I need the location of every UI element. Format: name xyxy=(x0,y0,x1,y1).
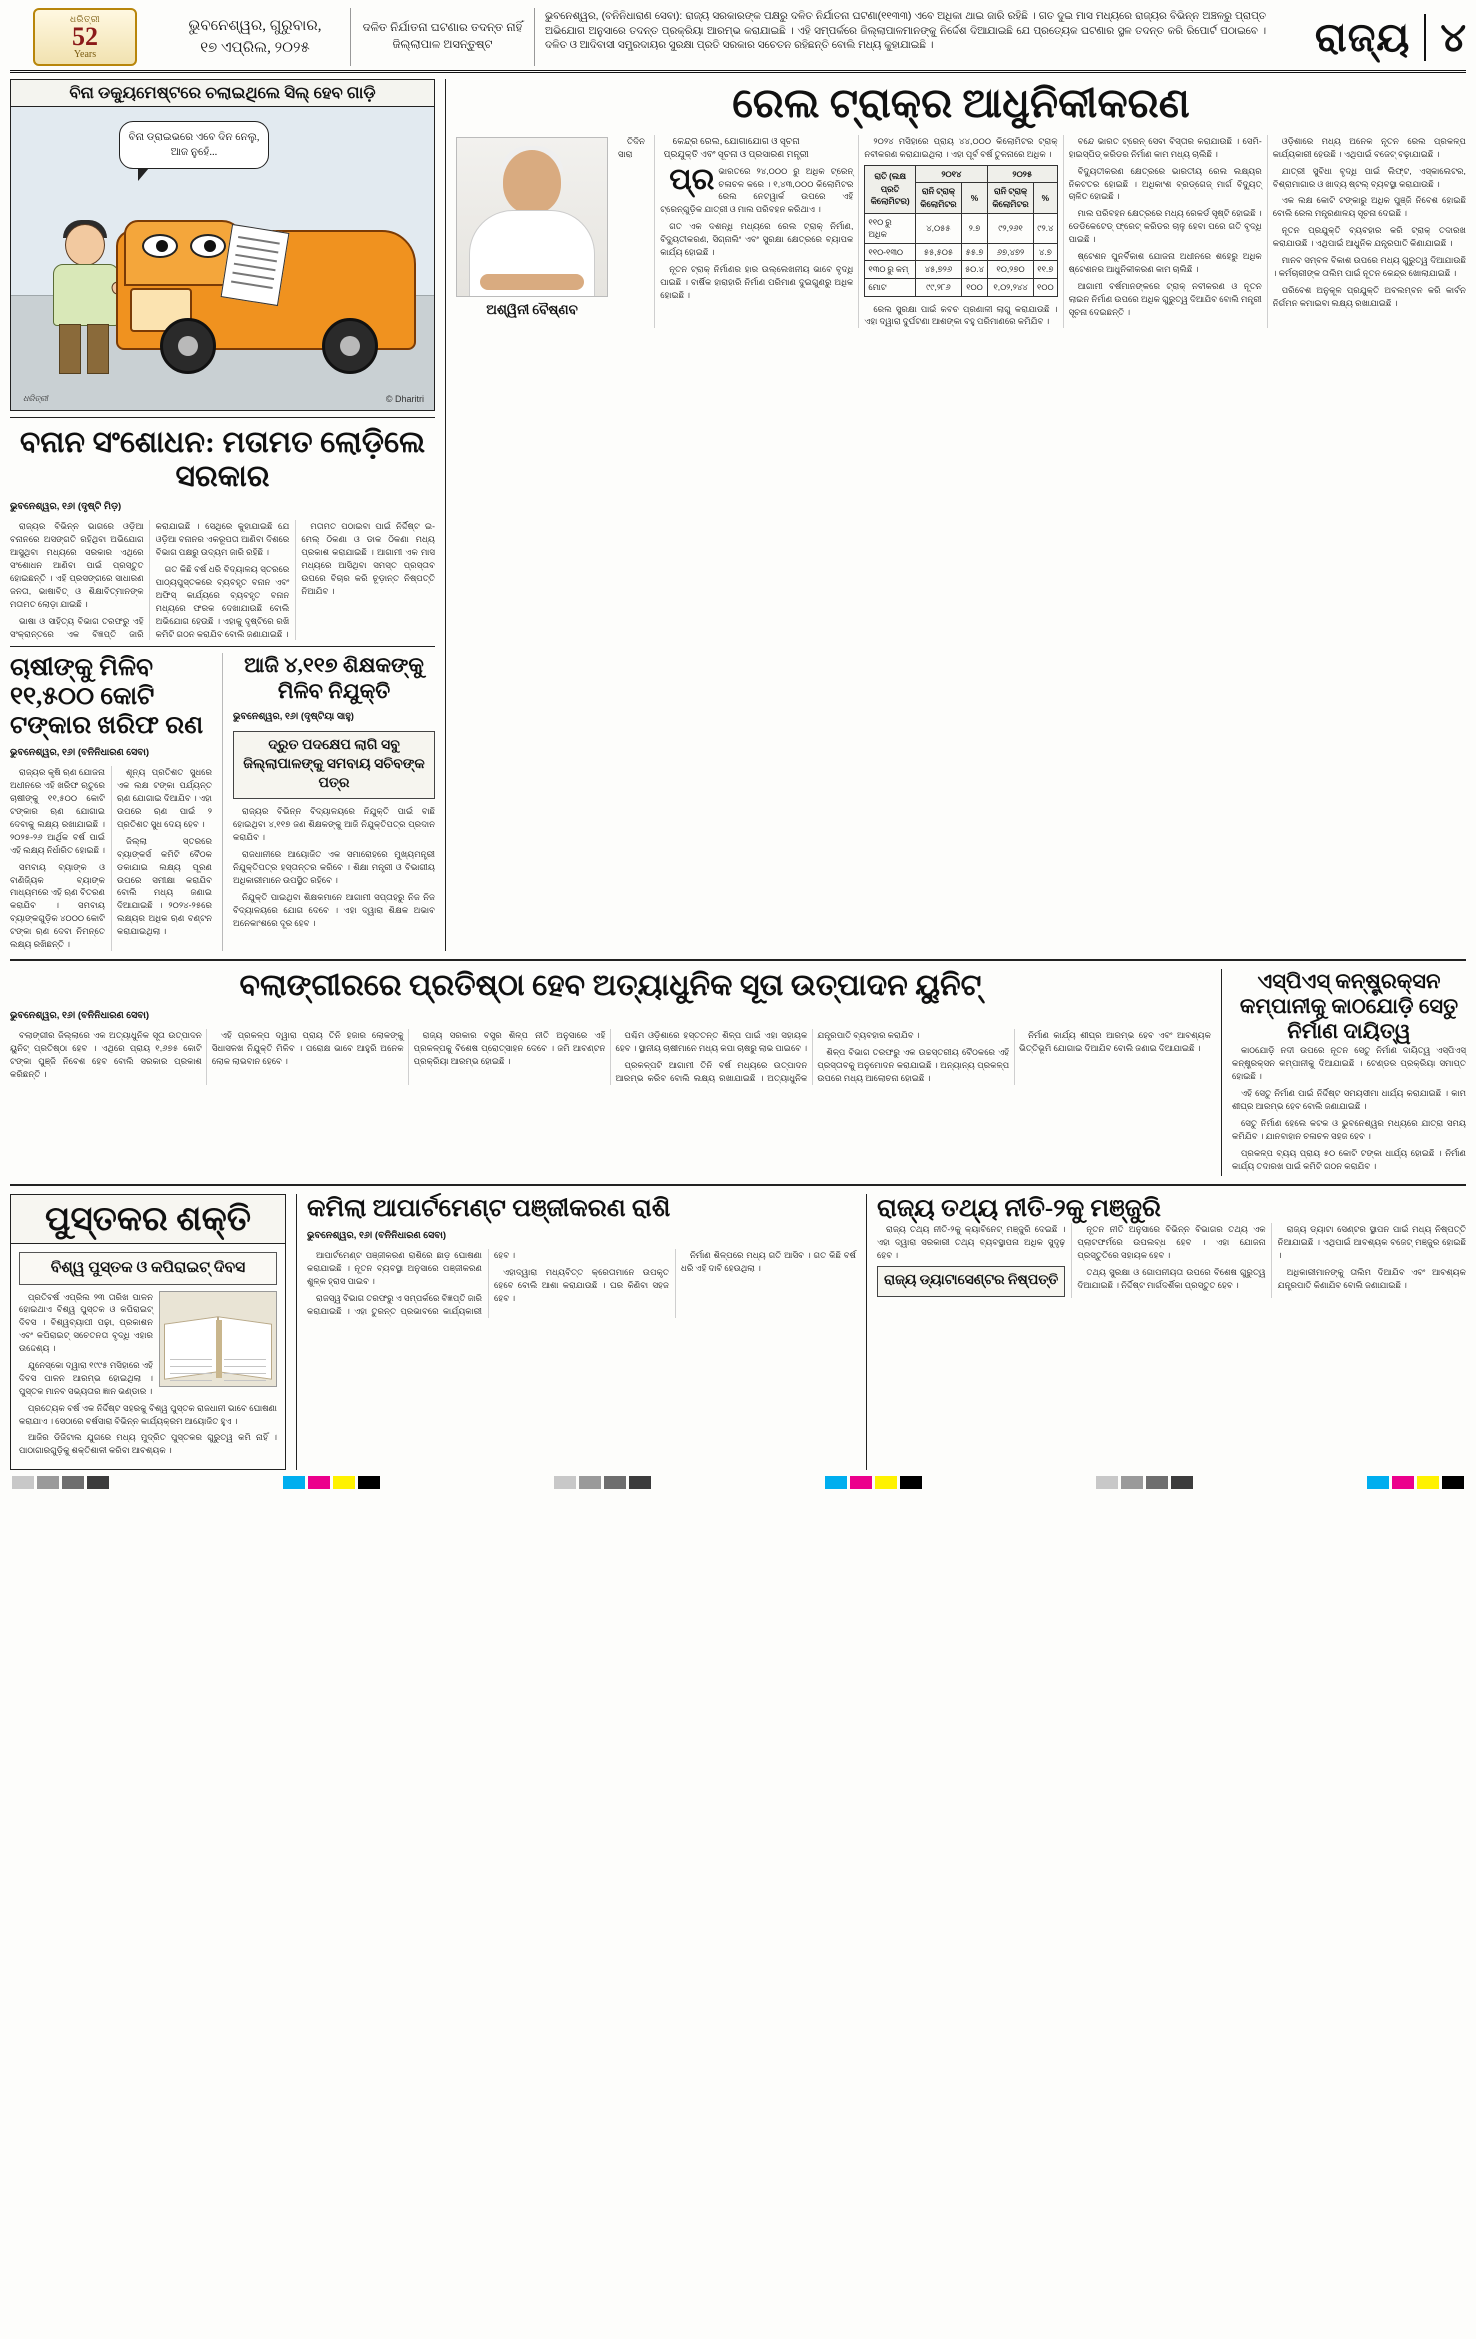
paragraph: ବନ୍ଦେ ଭାରତ ଟ୍ରେନ୍ ସେବା ବିସ୍ତାର କରାଯାଉଛି । ସେମି-ହାଇସ୍ପିଡ୍ କରିଡର ନିର୍ମାଣ କାମ ମଧ୍ୟ ଚାଲିଛି । xyxy=(1068,135,1262,159)
document-paper xyxy=(221,224,290,306)
book-page-right xyxy=(218,1316,272,1380)
table-cell-label: ୧୧୦-୧୩୦ xyxy=(865,243,915,261)
article-teacher-body xyxy=(233,805,435,929)
paragraph: ଭାଷା ଓ ସାହିତ୍ୟ ବିଭାଗ ତରଫରୁ ଏହି ସଂକ୍ରାନ୍ତରେ ଏକ ବିଜ୍ଞପ୍ତି ଜାରି କରାଯାଇଛି । ସେଥିରେ କୁହାଯାଇଛି ଯେ ଓଡ଼ିଆ ବନାନର ଏକରୂପତା ଆଣିବା ଦିଶରେ ବିଭାଗ ପକ୍ଷରୁ ଉଦ୍ୟମ ଜାରି ରହିଛି । xyxy=(10,521,290,639)
byline-banana: ଭୁବନେଶ୍ୱର, ୧୬୤ (ଦୃଷ୍ଟି ମିଡ଼) xyxy=(10,501,122,513)
byline-kharif: ଭୁବନେଶ୍ୱର, ୧୬୤ (ବନିନିଧାରଣ ସେବା) xyxy=(10,747,150,759)
table-cell: ୫୦.୪ xyxy=(961,261,987,279)
page-number: ୪ xyxy=(1424,14,1466,61)
middle-band xyxy=(10,959,1466,1177)
divider xyxy=(10,417,435,418)
section-name: ରାଜ୍ୟ xyxy=(1314,14,1411,60)
book-text-lines-right xyxy=(224,1359,266,1360)
gray-swatch xyxy=(12,1476,34,1489)
copyright-notice: © Dharitri xyxy=(385,394,424,404)
paragraph: ପ୍ରତିବର୍ଷ ଏପ୍ରିଲ ୨୩ ତାରିଖ ପାଳନ ହୋଇଥାଏ ବିଶ୍ୱ ପୁସ୍ତକ ଓ କପିରାଇଟ୍ ଦିବସ । ବିଶ୍ୱବ୍ୟାପୀ ପଢ଼ା, ପ୍ରକାଶନ ଏବଂ କପିରାଇଟ୍ ସଚେତନତା ବୃଦ୍ଧି ଏହାର ଉଦ୍ଦେଶ୍ୟ । xyxy=(19,1291,153,1354)
book-page-left xyxy=(164,1316,218,1380)
paragraph: ଗତ ଏକ ଦଶନ୍ଧି ମଧ୍ୟରେ ରେଲ ଟ୍ରାକ୍ ନିର୍ମାଣ, ବିଦ୍ୟୁତୀକରଣ, ସିଗ୍‌ନାଲିଂ ଏବଂ ସୁରକ୍ଷା କ୍ଷେତ୍ରରେ ବ୍ୟାପକ କାର୍ଯ୍ୟ ହୋଇଛି । xyxy=(660,221,854,257)
paragraph: ପଶ୍ଚିମ ଓଡ଼ିଶାରେ ହସ୍ତତନ୍ତ ଶିଳ୍ପ ପାଇଁ ଏହା ସହାୟକ ହେବ । ସ୍ଥାନୀୟ ଚାଷୀମାନେ ମଧ୍ୟ କପା ଚାଷରୁ ଲାଭ ପାଇବେ । xyxy=(615,1030,808,1053)
paragraph: ବଲାଙ୍ଗୀର ଜିଲ୍ଲାରେ ଏକ ଅତ୍ୟାଧୁନିକ ସୂତା ଉତ୍ପାଦନ ୟୁନିଟ୍ ପ୍ରତିଷ୍ଠା ହେବ । ଏଥିରେ ପ୍ରାୟ ୧,୬୭୫ କୋଟି ଟଙ୍କା ପୁଞ୍ଜି ନିବେଶ ହେବ ବୋଲି ସରକାର ପ୍ରକାଶ କରିଛନ୍ତି । xyxy=(10,1030,202,1079)
date-text: ୧୭ ଏପ୍ରିଲ, ୨୦୨୫ xyxy=(200,40,310,56)
cyan-swatch xyxy=(825,1476,847,1489)
table-year1-header: ୨୦୧୪ xyxy=(915,165,987,183)
paragraph: ଯୁନେସ୍କୋ ଦ୍ୱାରା ୧୯୯୫ ମସିହାରେ ଏହି ଦିବସ ପାଳନ ଆରମ୍ଭ ହୋଇଥିଲା । ପୁସ୍ତକ ମାନବ ସଭ୍ୟତାର ଜ୍ଞାନ ଭଣ୍ଡାର । xyxy=(19,1360,153,1396)
headline-teacher-appointment: ଆଜି ୪,୧୧୭ ଶିକ୍ଷକଙ୍କୁ ମିଳିବ ନିଯୁକ୍ତି xyxy=(244,653,424,703)
man-leg-left xyxy=(59,324,81,374)
anniversary-seal xyxy=(33,8,137,66)
gray-swatch xyxy=(1146,1476,1168,1489)
left-two-story-row xyxy=(10,653,435,950)
paragraph: ଗତ କିଛି ବର୍ଷ ଧରି ବିଦ୍ୟାଳୟ ସ୍ତରରେ ପାଠ୍ୟପୁସ୍ତକରେ ବ୍ୟବହୃତ ବନାନ ଏବଂ ଅଫିସ୍ କାର୍ଯ୍ୟରେ ବ୍ୟବହୃତ ବନାନ ମଧ୍ୟରେ ଫରକ ଦେଖାଯାଉଛି ବୋଲି ଅଭିଯୋଗ ହେଉଛି । ଏହାକୁ ଦୃଷ୍ଟିରେ ରଖି କମିଟି ଗଠନ କରାଯିବ ବୋଲି ଜଣାଯାଇଛି । xyxy=(155,564,290,639)
magenta-swatch xyxy=(308,1476,330,1489)
paragraph: ମତାମତ ପଠାଇବା ପାଇଁ ନିର୍ଦ୍ଦିଷ୍ଟ ଇ-ମେଲ୍ ଠିକଣା ଓ ଡାକ ଠିକଣା ମଧ୍ୟ ପ୍ରକାଶ କରାଯାଇଛି । ଆଗାମୀ ଏକ ମାସ ମଧ୍ୟରେ ଆସିଥିବା ସମସ୍ତ ପ୍ରସ୍ତାବ ଉପରେ ବିଚାର କରି ଚୂଡ଼ାନ୍ତ ନିଷ୍ପତ୍ତି ନିଆଯିବ । xyxy=(301,521,435,596)
paragraph: ପ୍ରତ୍ୟେକ ବର୍ଷ ଏକ ନିର୍ଦ୍ଦିଷ୍ଟ ସହରକୁ ବିଶ୍ୱ ପୁସ୍ତକ ରାଜଧାନୀ ଭାବେ ଘୋଷଣା କରାଯାଏ । ସେଠାରେ ବର୍ଷସାରା ବିଭିନ୍ନ କାର୍ଯ୍ୟକ୍ରମ ଆୟୋଜିତ ହୁଏ । xyxy=(19,1402,277,1426)
man-head xyxy=(65,224,105,266)
flash-news: ଭୁବନେଶ୍ୱର, (ବନିନିଧାରାଣ ସେବା): ରାଜ୍ୟ ସରକାରଙ୍କ ପକ୍ଷରୁ ଦଳିତ ନିର୍ଯାତନା ଘଟଣା(୧୧୩୩) ଏବେ ଅଧିକା ଥାଇ ଜାରି ରହିଛି । ଗତ ଦୁଇ ମାସ ମଧ୍ୟରେ ରାଜ୍ୟର ବିଭିନ୍ନ ଅଞ୍ଚଳରୁ ପ୍ରାପ୍ତ ଅଭିଯୋଗ ଅନୁସାରେ ତଦନ୍ତ ପ୍ରକ୍ରିୟା ଆରମ୍ଭ କରାଯାଇଛି । ଏହି ସମ୍ପର୍କରେ ଜିଲ୍ଲାପାଳମାନଙ୍କୁ ନିର୍ଦ୍ଦେଶ ଦିଆଯାଇଛି ଯେ ପ୍ରତ୍ୟେକ ଘଟଣାର ସ୍ଥଳ ତଦନ୍ତ କରି ରିପୋର୍ଟ ପଠାଇବେ । ଦଳିତ ଓ ଆଦିବାସୀ ସମ୍ପ୍ରଦାୟର ସୁରକ୍ଷା ପ୍ରତି ସରକାର ସଚେତନ ରହିଛନ୍ତି ବୋଲି ମଧ୍ୟ କୁହାଯାଇଛି । xyxy=(545,11,1266,52)
cyan-swatch xyxy=(283,1476,305,1489)
table-cell: ୪.୭ xyxy=(1034,243,1058,261)
story-teacher-appointment xyxy=(222,653,435,950)
paragraph: ରାଜ୍ୟର ବିଭିନ୍ନ ବିଦ୍ୟାଳୟରେ ନିଯୁକ୍ତି ପାଇଁ ବାଛି ହୋଇଥିବା ୪,୧୧୭ ଜଣ ଶିକ୍ଷକଙ୍କୁ ଆଜି ନିଯୁକ୍ତିପତ୍ର ପ୍ରଦାନ କରାଯିବ । xyxy=(233,806,435,843)
place-date xyxy=(160,8,350,66)
paragraph: ଆଗାମୀ ବର୍ଷମାନଙ୍କରେ ଟ୍ରାକ୍ ନବୀକରଣ ଓ ନୂତନ ଲାଇନ ନିର୍ମାଣ ଉପରେ ଅଧିକ ଗୁରୁତ୍ୱ ଦିଆଯିବ ବୋଲି ମନ୍ତ୍ରୀ ସୂଚନା ଦେଇଛନ୍ତି । xyxy=(1068,280,1262,317)
cmyk-swatches-mid xyxy=(825,1476,922,1489)
table-row-label-header: ରାତି (ଲକ୍ଷ ପ୍ରତି କିଲୋମିଟର) xyxy=(865,165,915,213)
gray-swatch xyxy=(62,1476,84,1489)
black-swatch xyxy=(900,1476,922,1489)
masthead xyxy=(10,8,1466,73)
paragraph: ଶିଳ୍ପ ବିଭାଗ ତରଫରୁ ଏକ ଉଚ୍ଚସ୍ତରୀୟ ବୈଠକରେ ଏହି ପ୍ରସ୍ତାବକୁ ଅନୁମୋଦନ କରାଯାଇଛି । ଅନ୍ୟାନ୍ୟ ପ୍ରକଳ୍ପ ଉପରେ ମଧ୍ୟ ଆଲୋଚନା ହୋଇଛି । xyxy=(817,1046,1010,1083)
table-cell: ୧୧.୭ xyxy=(1034,261,1058,279)
seal-years-label: Years xyxy=(73,48,97,60)
place-text: ଭୁବନେଶ୍ୱର, ଗୁରୁବାର, xyxy=(188,17,322,34)
yellow-swatch xyxy=(1417,1476,1439,1489)
book-spine xyxy=(216,1320,222,1378)
headline-apartment-registration: କମିଲା ଆପାର୍ଟମେଣ୍ଟ ପଞ୍ଜୀକରଣ ରାଶି xyxy=(307,1195,671,1223)
paragraph: ରାଜ୍ୟ ଡ୍ୟାଟା ସେଣ୍ଟର ସ୍ଥାପନ ପାଇଁ ମଧ୍ୟ ନିଷ୍ପତ୍ତି ନିଆଯାଇଛି । ଏଥିପାଇଁ ଆବଶ୍ୟକ ବଜେଟ୍ ମଞ୍ଜୁର ହୋଇଛି । xyxy=(1277,1224,1466,1261)
rail-story xyxy=(445,79,1466,951)
truck-pupil-right xyxy=(204,240,216,252)
table-row xyxy=(865,213,1057,243)
paragraph: ଜିଲ୍ଲା ସ୍ତରରେ ବ୍ୟାଙ୍କର୍ସ କମିଟି ବୈଠକ ଡକାଯାଇ ଲକ୍ଷ୍ୟ ପୂରଣ ଉପରେ ସମୀକ୍ଷା କରାଯିବ ବୋଲି ମଧ୍ୟ ଜଣାଇ ଦିଆଯାଇଛି । ୨୦୨୪-୨୫ରେ ଲକ୍ଷ୍ୟର ଅଧିକ ଋଣ ବଣ୍ଟନ କରାଯାଇଥିଲା । xyxy=(117,835,212,937)
table-cell: ୯୨,୨୬୧ xyxy=(987,213,1033,243)
feature-book-power xyxy=(10,1194,286,1470)
editorial-cartoon xyxy=(10,106,435,411)
table-row xyxy=(865,243,1057,261)
headline-data-policy: ରାଜ୍ୟ ତଥ୍ୟ ନୀତି-୨କୁ ମଞ୍ଜୁରି xyxy=(877,1195,1161,1223)
story-data-policy xyxy=(866,1194,1466,1470)
magenta-swatch xyxy=(850,1476,872,1489)
paragraph: ପ୍ରକଳ୍ପଟି ଆଗାମୀ ତିନି ବର୍ଷ ମଧ୍ୟରେ ଉତ୍ପାଦନ ଆରମ୍ଭ କରିବ ବୋଲି ଲକ୍ଷ୍ୟ ରଖାଯାଇଛି । ଅତ୍ୟାଧୁନିକ ଯନ୍ତ୍ରପାତି ବ୍ୟବହାର କରାଯିବ । xyxy=(615,1030,920,1083)
masthead-logo xyxy=(10,8,160,66)
byline-apartment: ଭୁବନେଶ୍ୱର, ୧୬୤ (ବନିନିଧାରଣ ସେବା) xyxy=(307,1230,447,1242)
gray-swatch xyxy=(554,1476,576,1489)
cmyk-swatches-left xyxy=(283,1476,380,1489)
cartoon-caption: ବିନା ଡକ୍ୟୁମେଷ୍ଟରେ ଚଲାଇଥିଲେ ସିଲ୍ ହେବ ଗାଡ଼ି xyxy=(10,79,435,106)
headline-yarn-unit: ବଲାଙ୍ଗୀରରେ ପ୍ରତିଷ୍ଠା ହେବ ଅତ୍ୟାଧୁନିକ ସୂତା ଉତ୍ପାଦନ ୟୁନିଟ୍ xyxy=(239,968,982,1002)
paragraph: ତଥ୍ୟ ସୁରକ୍ଷା ଓ ଗୋପନୀୟତା ଉପରେ ବିଶେଷ ଗୁରୁତ୍ୱ ଦିଆଯାଇଛି । ନିର୍ଦ୍ଦିଷ୍ଟ ମାର୍ଗଦର୍ଶିକା ପ୍ରସ୍ତୁତ ହେବ । xyxy=(1077,1267,1266,1290)
section-marker xyxy=(1276,8,1466,66)
table-cell: ୨.୭ xyxy=(961,213,987,243)
gray-swatch xyxy=(629,1476,651,1489)
minister-designation: କେନ୍ଦ୍ର ରେଲ, ଯୋଗାଯୋଗ ଓ ସୂଚନା ପ୍ରଯୁକ୍ତି ଏବଂ ସୂଚନା ଓ ପ୍ରସାରଣ ମନ୍ତ୍ରୀ xyxy=(663,135,809,159)
seal-top-text: ଧରିତ୍ରୀ xyxy=(69,13,101,24)
article-data-policy-body xyxy=(877,1223,1466,1298)
table-cell: ୪,୦୫୫ xyxy=(915,213,961,243)
table-row xyxy=(865,278,1057,296)
table-cell-label: ୧୩୦ ରୁ କମ୍ xyxy=(865,261,915,279)
article-yarn-body xyxy=(10,1029,1211,1085)
table-cell: ୯୨.୪ xyxy=(1034,213,1058,243)
photo-face xyxy=(503,150,561,214)
black-swatch xyxy=(358,1476,380,1489)
headline-kharif-loan: ଚାଷୀଙ୍କୁ ମିଳିବ ୧୧,୫୦୦ କୋଟି ଟଙ୍କାର ଖରିଫ ରଣ xyxy=(10,654,204,740)
man-shirt xyxy=(53,264,119,326)
truck-hub-front xyxy=(178,336,198,356)
man-leg-right xyxy=(87,324,109,374)
paragraph: ଏହି ସେତୁ ନିର୍ମାଣ ପାଇଁ ନିର୍ଦ୍ଦିଷ୍ଟ ସମୟସୀମା ଧାର୍ଯ୍ୟ କରାଯାଇଛି । କାମ ଶୀଘ୍ର ଆରମ୍ଭ ହେବ ବୋଲି ଜଣାଯାଇଛି । xyxy=(1232,1088,1466,1111)
table-subheader: ରାନି ଟ୍ରାକ୍ କିଲୋମିଟର xyxy=(915,183,961,213)
gray-swatch xyxy=(1096,1476,1118,1489)
divider xyxy=(10,646,435,647)
table-subheader: % xyxy=(961,183,987,213)
paragraph: ଶୂନ୍ୟ ପ୍ରତିଶତ ସୁଧରେ ଏକ ଲକ୍ଷ ଟଙ୍କା ପର୍ଯ୍ୟନ୍ତ ଋଣ ଯୋଗାଇ ଦିଆଯିବ । ଏହା ଉପରେ ଋଣ ପାଇଁ ୨ ପ୍ରତିଶତ ସୁଧ ଦେୟ ହେବ । xyxy=(117,767,212,829)
paragraph: ମାଲ ପରିବହନ କ୍ଷେତ୍ରରେ ମଧ୍ୟ ରେକର୍ଡ ସୃଷ୍ଟି ହୋଇଛି । ଡେଡିକେଟେଡ୍ ଫ୍ରେଟ୍ କରିଡର ଚାଳୁ ହେବା ପରେ ଗତି ବୃଦ୍ଧି ପାଇଛି । xyxy=(1068,208,1262,245)
paragraph: ରାଜସ୍ୱ ବିଭାଗ ତରଫରୁ ଏ ସମ୍ପର୍କରେ ବିଜ୍ଞପ୍ତି ଜାରି କରାଯାଇଛି । ଏହା ତୁରନ୍ତ ପ୍ରଭାବରେ କାର୍ଯ୍ୟକାରୀ ହେବ । xyxy=(307,1250,516,1316)
cartoon-truck xyxy=(116,180,416,376)
photo-folded-arms xyxy=(480,274,584,290)
black-swatch xyxy=(1442,1476,1464,1489)
yellow-swatch xyxy=(875,1476,897,1489)
paragraph: ଆଜିର ଡିଜିଟାଲ ଯୁଗରେ ମଧ୍ୟ ମୁଦ୍ରିତ ପୁସ୍ତକର ଗୁରୁତ୍ୱ କମି ନାହିଁ । ପାଠାଗାରଗୁଡ଼ିକୁ ଶକ୍ତିଶାଳୀ କରିବା ଆବଶ୍ୟକ । xyxy=(19,1432,277,1456)
article-kharif-body xyxy=(10,766,212,950)
headline-kathajodi-bridge: ଏସ୍‌ପିଏସ୍ କନ୍‌ଷ୍ଟ୍ରକ୍‌ସନ କମ୍ପାନୀକୁ କାଠଯୋଡ଼ି ସେତୁ ନିର୍ମାଣ ଦାୟିତ୍ୱ xyxy=(1239,968,1459,1044)
gray-swatches-mid xyxy=(554,1476,651,1489)
paragraph: ନିର୍ମାଣ କାର୍ଯ୍ୟ ଶୀଘ୍ର ଆରମ୍ଭ ହେବ ଏବଂ ଆବଶ୍ୟକ ଭିତ୍ତିଭୂମି ଯୋଗାଇ ଦିଆଯିବ ବୋଲି ଜଣାଇ ଦିଆଯାଇଛି । xyxy=(1019,1030,1211,1053)
table-cell: ୧୦୦ xyxy=(1034,278,1058,296)
paragraph: ପ୍ରକଳ୍ପ ବ୍ୟୟ ପ୍ରାୟ ୫୦ କୋଟି ଟଙ୍କା ଧାର୍ଯ୍ୟ ହୋଇଛି । ନିର୍ମାଣ କାର୍ଯ୍ୟ ତଦାରଖ ପାଇଁ କମିଟି ଗଠନ କରାଯିବ । xyxy=(1232,1147,1466,1171)
paragraph: ଓଡ଼ିଶାରେ ମଧ୍ୟ ଅନେକ ନୂତନ ରେଲ ପ୍ରକଳ୍ପ କାର୍ଯ୍ୟକାରୀ ହେଉଛି । ଏଥିପାଇଁ ବଜେଟ୍ ବଢ଼ାଯାଇଛି । xyxy=(1272,135,1466,159)
paragraph: ଏକ ଲକ୍ଷ କୋଟି ଟଙ୍କାରୁ ଅଧିକ ପୁଞ୍ଜି ନିବେଶ ହୋଇଛି ବୋଲି ରେଲ ମନ୍ତ୍ରଣାଳୟ ସୂଚନା ଦେଇଛି । xyxy=(1272,195,1466,219)
table-year2-header: ୨୦୨୫ xyxy=(987,165,1057,183)
paragraph: ନୂତନ ଟ୍ରାକ୍ ନିର୍ମାଣର ହାର ଉଲ୍ଲେଖନୀୟ ଭାବେ ବୃଦ୍ଧି ପାଇଛି । ବାର୍ଷିକ ହାରାହାରି ନିର୍ମାଣ ପରିମାଣ ଦୁଇଗୁଣରୁ ଅଧିକ ହୋଇଛି । xyxy=(660,263,854,300)
table-subheader: % xyxy=(1034,183,1058,213)
table-track-speed-distribution xyxy=(864,165,1057,297)
feature-body-box xyxy=(10,1243,286,1470)
table-cell: ୫୫,୫୦୫ xyxy=(915,243,961,261)
gray-swatch xyxy=(87,1476,109,1489)
byline-teacher: ଭୁବନେଶ୍ୱର, ୧୬୤ (ଦୃଷ୍ଟିୟା ସାହୁ) xyxy=(233,710,354,722)
table-cell: ୪୫,୭୨୬ xyxy=(915,261,961,279)
truck-pupil-left xyxy=(156,240,168,252)
paragraph: ସେତୁ ନିର୍ମାଣ ହେଲେ କଟକ ଓ ଭୁବନେଶ୍ୱର ମଧ୍ୟରେ ଯାତ୍ରା ସମୟ କମିଯିବ । ଯାନବାହାନ ଚଳାଚଳ ସହଜ ହେବ । xyxy=(1232,1117,1466,1141)
seal-years-number: 52 xyxy=(72,21,98,51)
table-cell: ୫୫.୭ xyxy=(961,243,987,261)
gray-swatches-left xyxy=(12,1476,109,1489)
cartoon-speech-bubble: ବିନା ଡ୍ରାଇଭରେ ଏବେ ଦିନ ନେଲୁ, ଆଜ ନୁହେଁ... xyxy=(119,121,269,169)
gray-swatch xyxy=(1171,1476,1193,1489)
article-banana-body xyxy=(10,520,435,640)
gray-swatches-right xyxy=(1096,1476,1193,1489)
story-kathajodi-bridge xyxy=(1221,969,1466,1177)
article-bridge-body xyxy=(1232,1044,1466,1172)
minister-photo xyxy=(456,137,608,297)
gray-swatch xyxy=(37,1476,59,1489)
paragraph: ନୂତନ ପ୍ରଯୁକ୍ତି ବ୍ୟବହାର କରି ଟ୍ରାକ୍ ତଦାରଖ କରାଯାଉଛି । ଏଥିପାଇଁ ଆଧୁନିକ ଯନ୍ତ୍ରପାତି କିଣାଯାଇଛି । xyxy=(1272,225,1466,249)
cyan-swatch xyxy=(1367,1476,1389,1489)
bottom-band xyxy=(10,1184,1466,1470)
yellow-swatch xyxy=(333,1476,355,1489)
callout-box-state-datacenter: ରାଜ୍ୟ ଡ୍ୟାଟାସେଣ୍ଟର ନିଷ୍ପତ୍ତି xyxy=(877,1266,1065,1297)
feature-subtitle: ବିଶ୍ୱ ପୁସ୍ତକ ଓ କପିରାଇଟ୍ ଦିବସ xyxy=(19,1252,277,1284)
table-cell: ୧,୦୨,୨୪୪ xyxy=(987,278,1033,296)
paragraph: ଯାତ୍ରୀ ସୁବିଧା ବୃଦ୍ଧି ପାଇଁ ଲିଫ୍ଟ, ଏସ୍କାଲେଟର, ବିଶ୍ରାମାଗାର ଓ ଖାଦ୍ୟ ଷ୍ଟଲ୍ ବ୍ୟବସ୍ଥା କରାଯାଉଛି । xyxy=(1272,165,1466,189)
truck-hub-rear xyxy=(340,336,360,356)
paragraph: ରେଲ ସୁରକ୍ଷା ପାଇଁ କବଚ ପ୍ରଣାଳୀ ଲାଗୁ କରାଯାଉଛି । ଏହା ଦ୍ୱାରା ଦୁର୍ଘଟଣା ଆଶଙ୍କା ବହୁ ପରିମାଣରେ କମିଯିବ । xyxy=(864,303,1058,327)
feature-title: ପୁସ୍ତକର ଶକ୍ତି xyxy=(10,1194,286,1243)
paragraph: ପରିବେଶ ଅନୁକୂଳ ପ୍ରଯୁକ୍ତି ଅବଲମ୍ବନ କରି କାର୍ବନ ନିର୍ଗମନ କମାଇବା ଲକ୍ଷ୍ୟ ରଖାଯାଇଛି । xyxy=(1272,284,1466,308)
article-rail-body xyxy=(456,135,1466,328)
gray-swatch xyxy=(604,1476,626,1489)
story-yarn-unit xyxy=(10,969,1211,1177)
table-cell: ୧୦,୨୭୦ xyxy=(987,261,1033,279)
paragraph: ରାଜ୍ୟର ବିଭିନ୍ନ ଭାଗରେ ଓଡ଼ିଆ ବନାନରେ ଅସଙ୍ଗତି ରହିଥିବା ଅଭିଯୋଗ ଆସୁଥିବା ମଧ୍ୟରେ ସରକାର ଏଥିରେ ସଂଶୋଧନ ଆଣିବା ପାଇଁ ପ୍ରସ୍ତୁତ ହୋଇଛନ୍ତି । ଏହି ପ୍ରସଙ୍ଗରେ ସାଧାରଣ ଜନତା, ଭାଷାବିତ୍ ଓ ଶିକ୍ଷାବିତ୍ମାନଙ୍କ ମତାମତ ଲୋଡ଼ା ଯାଇଛି । xyxy=(10,521,144,609)
paragraph: ଷ୍ଟେଶନ ପୁନର୍ବିକାଶ ଯୋଜନା ଅଧୀନରେ ଶହେରୁ ଅଧିକ ଷ୍ଟେଶନର ଆଧୁନିକୀକରଣ କାମ ଚାଲିଛି । xyxy=(1068,251,1262,274)
paragraph: ଆପାର୍ଟମେଣ୍ଟ ପଞ୍ଜୀକରଣ ରାଶିରେ ଛାଡ଼ ଘୋଷଣା କରାଯାଇଛି । ନୂତନ ବ୍ୟବସ୍ଥା ଅନୁସାରେ ପଞ୍ଜୀକରଣ ଶୁଳ୍କ ହ୍ରାସ ପାଇବ । xyxy=(307,1250,482,1287)
paragraph: ବିଦ୍ୟୁତୀକରଣ କ୍ଷେତ୍ରରେ ଭାରତୀୟ ରେଲ ଲକ୍ଷ୍ୟର ନିକଟତର ହୋଇଛି । ଅଧିକାଂଶ ବ୍ରଡ୍‌ଗେଜ୍ ମାର୍ଗ ବିଦ୍ୟୁତ୍ ଚାଳିତ ହୋଇଛି । xyxy=(1068,165,1262,202)
table-cell: ୯୯,୨୮୬ xyxy=(915,278,961,296)
book-text-lines-left xyxy=(170,1359,212,1360)
paragraph: ଏହାଦ୍ୱାରା ମଧ୍ୟବିତ୍ତ କ୍ରେତାମାନେ ଉପକୃତ ହେବେ ବୋଲି ଆଶା କରାଯାଉଛି । ଘର କିଣିବା ସହଜ ହେବ । xyxy=(494,1267,669,1304)
artist-signature: ଧରିତ୍ରୀ xyxy=(23,394,48,403)
callout-box-collector-letter: ଦ୍ରୁତ ପଦକ୍ଷେପ ଲାଗି ସବୁ ଜିଲ୍ଲାପାଳଙ୍କୁ ସମବାୟ ସଚିବଙ୍କ ପତ୍ର xyxy=(233,731,435,800)
paragraph: ୨୦୨୪ ମସିହାରେ ପ୍ରାୟ ୪୪,୦୦୦ କିଲୋମିଟର ଟ୍ରାକ୍ ନବୀକରଣ କରାଯାଇଥିଲା । ଏହା ପୂର୍ବ ବର୍ଷ ତୁଳନାରେ ଅଧିକ । xyxy=(864,135,1058,159)
edition-note: ଦଳିତ ନିର୍ଯାତନା ଘଟଣାର ତଦନ୍ତ ନାହିଁ ଜିଲ୍ଲାପାଳ ଅସନ୍ତୁଷ୍ଟ xyxy=(350,8,535,66)
paragraph: ନିଯୁକ୍ତି ପାଇଥିବା ଶିକ୍ଷକମାନେ ଆଗାମୀ ସପ୍ତାହରୁ ନିଜ ନିଜ ବିଦ୍ୟାଳୟରେ ଯୋଗ ଦେବେ । ଏହା ଦ୍ୱାରା ଶିକ୍ଷକ ଅଭାବ ଅନେକାଂଶରେ ଦୂର ହେବ । xyxy=(233,891,435,928)
paragraph: ରାଜ୍ୟର କୃଷି ଋଣ ଯୋଜନା ଅଧୀନରେ ଏହି ଖରିଫ ଋତୁରେ ଚାଷୀଙ୍କୁ ୧୧,୫୦୦ କୋଟି ଟଙ୍କାର ଋଣ ଯୋଗାଇ ଦେବାକୁ ଲକ୍ଷ୍ୟ ରଖାଯାଇଛି । ୨୦୨୫-୨୬ ଆର୍ଥିକ ବର୍ଷ ପାଇଁ ଏହି ଲକ୍ଷ୍ୟ ନିର୍ଧାରିତ ହୋଇଛି । xyxy=(10,767,105,855)
byline-yarn: ଭୁବନେଶ୍ୱର, ୧୬୤ (ବନିନିଧାରଣ ସେବା) xyxy=(10,1010,150,1022)
paragraph: ନିର୍ମାଣ ଶିଳ୍ପରେ ମଧ୍ୟ ଗତି ଆସିବ । ଗତ କିଛି ବର୍ଷ ଧରି ଏହି ଦାବି ହେଉଥିଲା । xyxy=(681,1250,856,1274)
table-cell: ୬୭,୪୭୨ xyxy=(987,243,1033,261)
paragraph: ଏହି ପ୍ରକଳ୍ପ ଦ୍ୱାରା ପ୍ରାୟ ତିନି ହଜାର ଲୋକଙ୍କୁ ସିଧାସଳଖ ନିଯୁକ୍ତି ମିଳିବ । ପରୋକ୍ଷ ଭାବେ ଆହୁରି ଅନେକ ଲୋକ ଲାଭବାନ ହେବେ । xyxy=(211,1030,404,1066)
minister-name: ଅଶ୍ୱିନୀ ବୈଷ୍ଣବ xyxy=(486,301,578,317)
print-registration-bar xyxy=(10,1470,1466,1499)
left-column xyxy=(10,79,435,951)
paragraph: ରାଜ୍ୟ ସରକାର ବସ୍ତ୍ର ଶିଳ୍ପ ନୀତି ଅନୁସାରେ ଏହି ପ୍ରକଳ୍ପକୁ ବିଶେଷ ପ୍ରୋତ୍ସାହନ ଦେବେ । ଜମି ଆବଣ୍ଟନ ପ୍ରକ୍ରିୟା ଆରମ୍ଭ ହୋଇଛି । xyxy=(413,1030,606,1066)
open-book-illustration xyxy=(159,1291,277,1387)
paragraph: କାଠଯୋଡ଼ି ନଦୀ ଉପରେ ନୂତନ ସେତୁ ନିର୍ମାଣ ଦାୟିତ୍ୱ ଏସ୍‌ପିଏସ୍ କନ୍‌ଷ୍ଟ୍ରକ୍‌ସନ କମ୍ପାନୀକୁ ଦିଆଯାଇଛି । ଟେଣ୍ଡର ପ୍ରକ୍ରିୟା ସମାପ୍ତ ହୋଇଛି । xyxy=(1232,1045,1466,1082)
paragraph: ନୂତନ ନୀତି ଅନୁସାରେ ବିଭିନ୍ନ ବିଭାଗର ତଥ୍ୟ ଏକ ପ୍ଲାଟଫର୍ମରେ ଉପଲବ୍ଧ ହେବ । ଏହା ଯୋଜନା ପ୍ରସ୍ତୁତିରେ ସହାୟକ ହେବ । xyxy=(1077,1224,1266,1261)
story-apartment-registration xyxy=(296,1194,856,1470)
gray-swatch xyxy=(579,1476,601,1489)
headline-banana-sanshodhan: ବନାନ ସଂଶୋଧନ: ମତାମତ ଲୋଡ଼ିଲେ ସରକାର xyxy=(19,426,426,494)
table-cell-label: ୧୧୦ ରୁ ଅଧିକ xyxy=(865,213,915,243)
paragraph: ସମବାୟ ବ୍ୟାଙ୍କ ଓ ବାଣିଜ୍ୟିକ ବ୍ୟାଙ୍କ ମାଧ୍ୟମରେ ଏହି ଋଣ ବିତରଣ କରାଯିବ । ସମବାୟ ବ୍ୟାଙ୍କଗୁଡ଼ିକ ୪୦୦୦ କୋଟି ଟଙ୍କା ଋଣ ଦେବା ନିମନ୍ତେ ଲକ୍ଷ୍ୟ ରଖିଛନ୍ତି । xyxy=(10,861,105,949)
cmyk-swatches-right xyxy=(1367,1476,1464,1489)
table-row xyxy=(865,261,1057,279)
top-area xyxy=(10,79,1466,951)
paragraph: ରାଜଧାନୀରେ ଆୟୋଜିତ ଏକ ସମାରୋହରେ ମୁଖ୍ୟମନ୍ତ୍ରୀ ନିଯୁକ୍ତିପତ୍ର ହସ୍ତାନ୍ତର କରିବେ । ଶିକ୍ଷା ମନ୍ତ୍ରୀ ଓ ବିଭାଗୀୟ ଅଧିକାରୀମାନେ ଉପସ୍ଥିତ ରହିବେ । xyxy=(233,849,435,885)
paragraph: ମାନବ ସମ୍ବଳ ବିକାଶ ଉପରେ ମଧ୍ୟ ଗୁରୁତ୍ୱ ଦିଆଯାଉଛି । କର୍ମଚାରୀଙ୍କ ତାଲିମ ପାଇଁ ନୂତନ କେନ୍ଦ୍ର ଖୋଲାଯାଇଛି । xyxy=(1272,255,1466,278)
paragraph: ରାଜ୍ୟ ତଥ୍ୟ ନୀତି-୨କୁ କ୍ୟାବିନେଟ୍ ମଞ୍ଜୁରି ଦେଇଛି । ଏହା ଦ୍ୱାରା ସରକାରୀ ତଥ୍ୟ ବ୍ୟବସ୍ଥାପନା ଅଧିକ ସୁଦୃଢ଼ ହେବ । xyxy=(877,1224,1066,1261)
paragraph: ପ୍ରତିଦିନ ସାରା ଭାରତରେ ୨୪,୦୦୦ ରୁ ଅଧିକ ଟ୍ରେନ୍ ଚଳାଚଳ କରେ । ୧,୪୩,୦୦୦ କିଲୋମିଟର ରେଲ ନେଟୱାର୍କ ଉପରେ ଏହି ଟ୍ରେନ୍‌ଗୁଡ଼ିକ ଯାତ୍ରୀ ଓ ମାଲ ପରିବହନ କରିଥାଏ । xyxy=(618,135,854,215)
gray-swatch xyxy=(1121,1476,1143,1489)
paragraph: ଅଧିକାରୀମାନଙ୍କୁ ତାଲିମ ଦିଆଯିବ ଏବଂ ଆବଶ୍ୟକ ଯନ୍ତ୍ରପାତି କିଣାଯିବ ବୋଲି ଜଣାଯାଇଛି । xyxy=(1277,1267,1466,1290)
table-subheader: ରାନି ଟ୍ରାକ୍ କିଲୋମିଟର xyxy=(987,183,1033,213)
magenta-swatch xyxy=(1392,1476,1414,1489)
table-cell: ୧୦୦ xyxy=(961,278,987,296)
article-apartment-body xyxy=(307,1249,856,1317)
headline-rail-modernisation: ରେଲ ଟ୍ରାକ୍‌ର ଆଧୁନିକୀକରଣ xyxy=(732,80,1190,126)
table-cell-label: ମୋଟ xyxy=(865,278,915,296)
story-kharif-loan xyxy=(10,653,212,950)
